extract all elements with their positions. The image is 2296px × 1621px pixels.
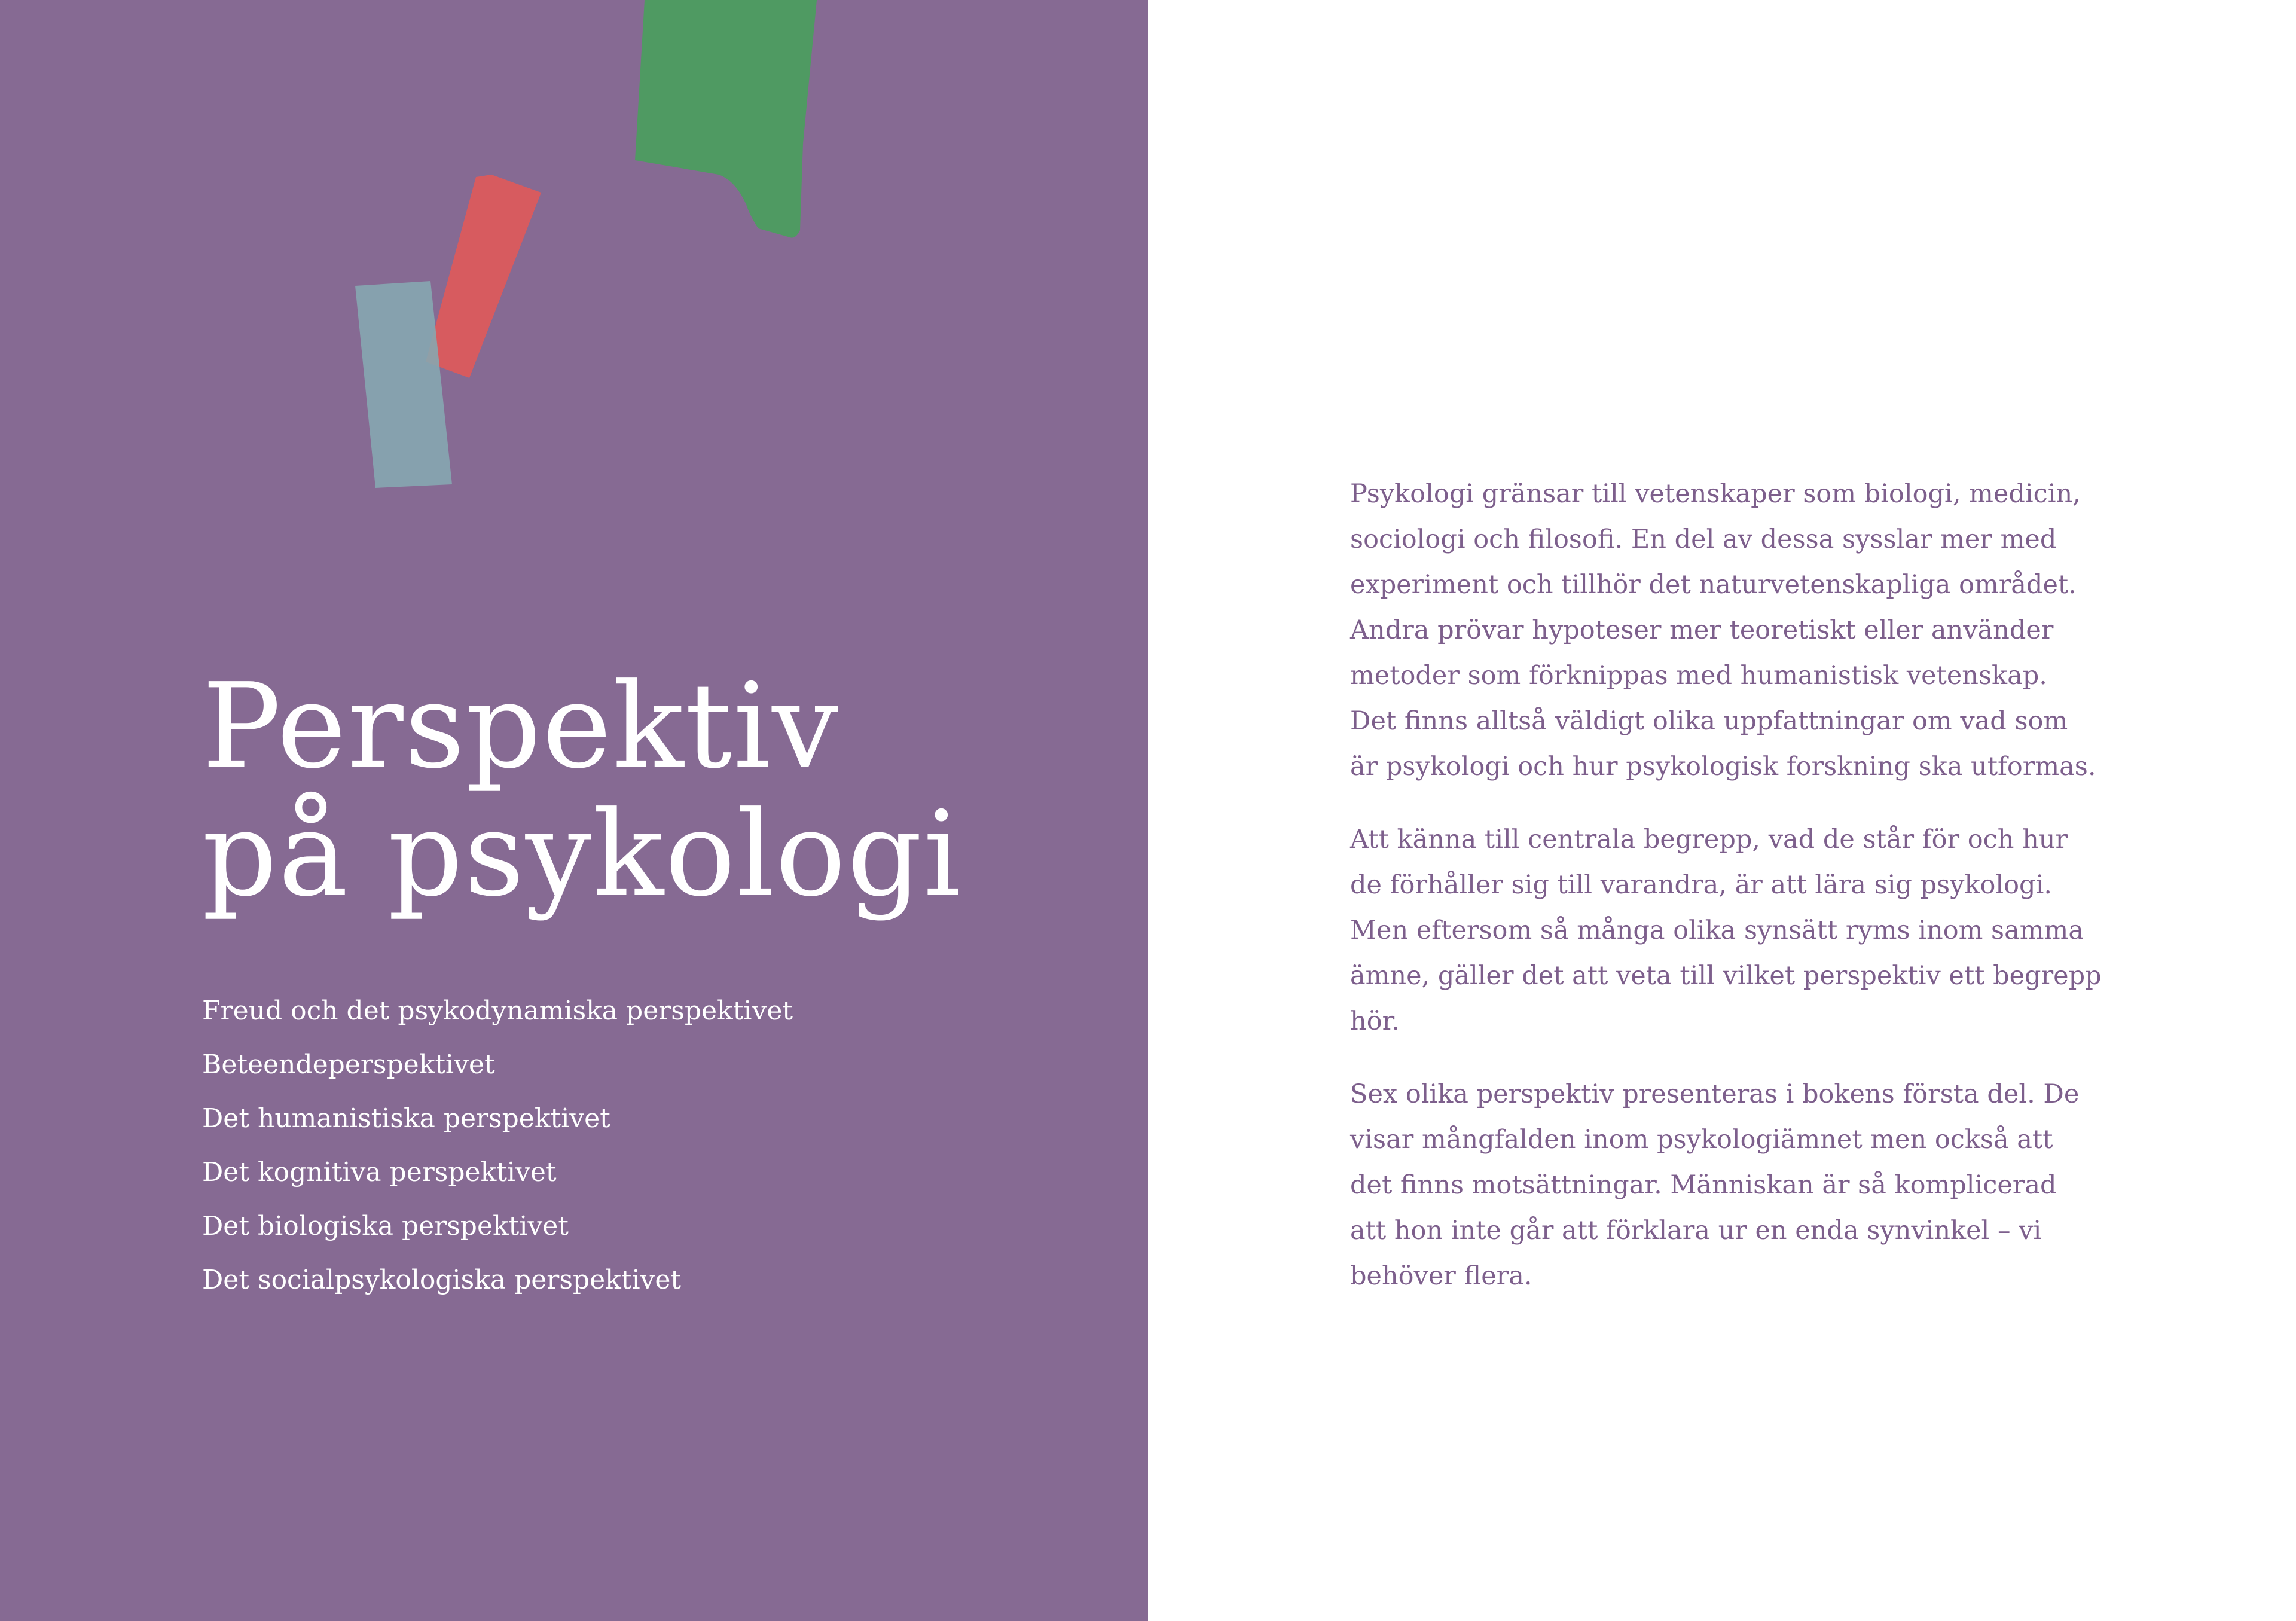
contents-item: Det socialpsykologiska perspektivet <box>202 1265 682 1295</box>
text-line: Psykologi gränsar till vetenskaper som biologi, medicin, <box>1350 479 2081 509</box>
contents-item: Beteendeperspektivet <box>202 1049 495 1080</box>
red-tape <box>426 175 541 378</box>
contents-item: Det humanistiska perspektivet <box>202 1103 610 1134</box>
text-line: ämne, gäller det att veta till vilket perspektiv ett begrepp <box>1350 961 2102 991</box>
text-line: Det finns alltså väldigt olika uppfattningar om vad som <box>1350 706 2068 736</box>
chapter-contents-list <box>202 984 793 1307</box>
contents-item: Freud och det psykodynamiska perspektivet <box>202 996 793 1026</box>
text-line: Sex olika perspektiv presenteras i bokens första del. De <box>1350 1079 2080 1109</box>
text-line: hör. <box>1350 1006 1400 1036</box>
contents-item: Det biologiska perspektivet <box>202 1211 569 1241</box>
text-line: visar mångfalden inom psykologiämnet men också att <box>1350 1125 2053 1155</box>
right-page <box>1148 0 2296 1621</box>
intro-paragraph <box>1350 1071 2127 1299</box>
text-line: behöver flera. <box>1350 1261 1532 1291</box>
green-tape <box>635 0 817 238</box>
text-line: det finns motsättningar. Människan är så komplicerad <box>1350 1170 2057 1200</box>
text-line: Men eftersom så många olika synsätt ryms inom samma <box>1350 915 2084 945</box>
text-line: metoder som förknippas med humanistisk vetenskap. <box>1350 661 2047 691</box>
text-line: Att känna till centrala begrepp, vad de står för och hur <box>1350 825 2068 854</box>
tape-decoration <box>0 0 1148 538</box>
text-line: Andra prövar hypoteser mer teoretiskt eller använder <box>1350 615 2054 645</box>
text-line: de förhåller sig till varandra, är att lära sig psykologi. <box>1350 870 2052 900</box>
text-line: experiment och tillhör det naturvetenskapliga området. <box>1350 570 2077 600</box>
intro-text <box>1350 471 2127 1326</box>
text-line: att hon inte går att förklara ur en enda synvinkel – vi <box>1350 1216 2042 1245</box>
contents-item: Det kognitiva perspektivet <box>202 1157 557 1187</box>
text-line: är psykologi och hur psykologisk forskning ska utformas. <box>1350 752 2096 782</box>
chapter-title-line: på psykologi <box>202 786 963 923</box>
chapter-title-line: Perspektiv <box>202 658 839 795</box>
intro-paragraph <box>1350 471 2127 789</box>
text-line: sociologi och filosofi. En del av dessa sysslar mer med <box>1350 524 2057 554</box>
chapter-title <box>202 658 963 923</box>
intro-paragraph <box>1350 817 2127 1044</box>
blue-tape <box>355 281 452 488</box>
